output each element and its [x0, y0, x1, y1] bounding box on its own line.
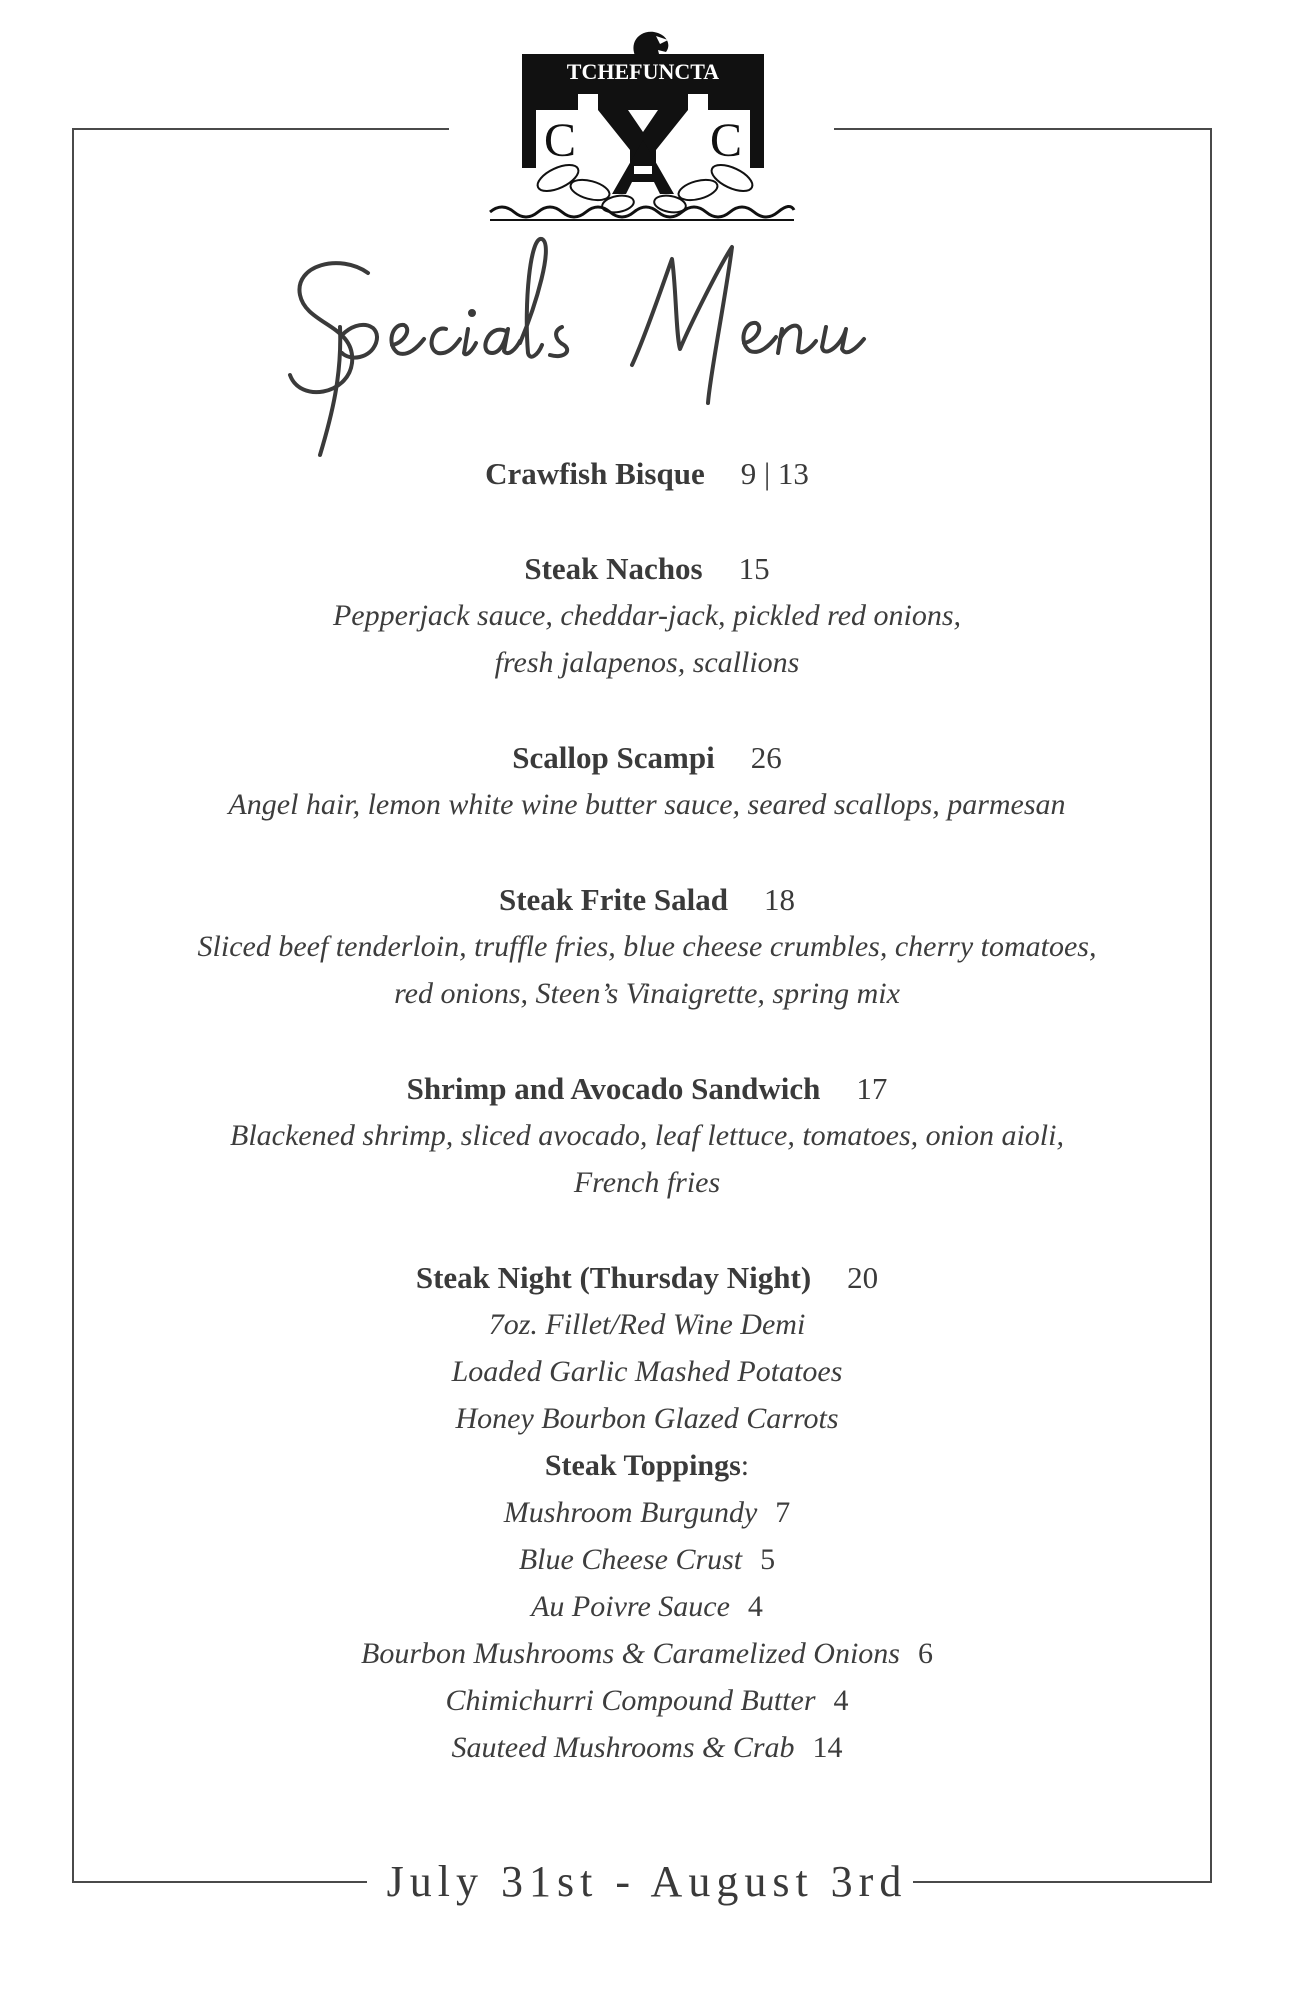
- menu-item-description-line: 7oz. Fillet/Red Wine Demi: [488, 1308, 806, 1341]
- menu-item-description-line: fresh jalapenos, scallions: [494, 646, 800, 679]
- topping-price: 7: [775, 1496, 791, 1529]
- svg-text:C: C: [709, 114, 743, 167]
- topping-price: 5: [760, 1543, 776, 1576]
- menu-item-price: 17: [856, 1071, 888, 1106]
- topping-name: Chimichurri Compound Butter: [445, 1684, 816, 1717]
- menu-item-description-line: Angel hair, lemon white wine butter sauce, seared scallops, parmesan: [228, 788, 1066, 821]
- topping-item: [100, 1677, 1194, 1724]
- topping-item: [100, 1724, 1194, 1771]
- menu-item-description-line: Pepperjack sauce, cheddar-jack, pickled red onions,: [332, 599, 962, 632]
- topping-name: Mushroom Burgundy: [503, 1496, 758, 1529]
- menu-item-description-line: red onions, Steen’s Vinaigrette, spring mix: [394, 977, 900, 1010]
- topping-item: [100, 1536, 1194, 1583]
- menu-item-description-line: Sliced beef tenderloin, truffle fries, blue cheese crumbles, cherry tomatoes,: [197, 930, 1097, 963]
- footer-date: July 31st - August 3rd: [386, 1857, 908, 1906]
- menu-item-description-line: Honey Bourbon Glazed Carrots: [455, 1402, 839, 1435]
- menu-item-name: Steak Nachos: [524, 551, 703, 586]
- menu-item-price: 26: [750, 740, 782, 775]
- menu-item-steak-frite-salad: [100, 876, 1194, 1017]
- frame-top-left-line: [72, 128, 449, 130]
- frame-left-line: [72, 128, 74, 1883]
- menu-item-steak-night: [100, 1254, 1194, 1771]
- menu-item-heading: [100, 450, 1194, 497]
- topping-price: 4: [833, 1684, 849, 1717]
- topping-item: [100, 1583, 1194, 1630]
- menu-item-description-line: Blackened shrimp, sliced avocado, leaf lettuce, tomatoes, onion aioli,: [230, 1119, 1064, 1152]
- topping-name: Sauteed Mushrooms & Crab: [451, 1731, 795, 1764]
- menu-item-name: Crawfish Bisque: [485, 456, 705, 491]
- svg-text:TCHEFUNCTA: TCHEFUNCTA: [566, 59, 720, 84]
- frame-right-line: [1210, 128, 1212, 1883]
- topping-name: Bourbon Mushrooms & Caramelized Onions: [361, 1637, 900, 1670]
- menu-item-price: 15: [738, 551, 770, 586]
- topping-price: 4: [747, 1590, 763, 1623]
- menu-item-description-line: Loaded Garlic Mashed Potatoes: [451, 1355, 843, 1388]
- menu-item-price: 9 | 13: [740, 456, 809, 491]
- steak-toppings-colon: :: [740, 1449, 750, 1482]
- topping-name: Au Poivre Sauce: [531, 1590, 730, 1623]
- menu-item-shrimp-avocado-sandwich: [100, 1065, 1194, 1206]
- topping-price: 6: [917, 1637, 933, 1670]
- menu-item-heading: [100, 1254, 1194, 1301]
- menu-item-name: Scallop Scampi: [512, 740, 715, 775]
- menu-item-scallop-scampi: [100, 734, 1194, 828]
- menu-item-heading: [100, 734, 1194, 781]
- frame-top-right-line: [834, 128, 1212, 130]
- menu-item-steak-nachos: [100, 545, 1194, 686]
- menu-item-price: 18: [764, 882, 796, 917]
- menu-item-heading: [100, 545, 1194, 592]
- menu-item-description-line: French fries: [573, 1166, 721, 1199]
- menu-item-name: Shrimp and Avocado Sandwich: [406, 1071, 821, 1106]
- menu-item-name: Steak Night (Thursday Night): [415, 1260, 812, 1295]
- topping-price: 14: [812, 1731, 843, 1764]
- menu-item-price: 20: [847, 1260, 879, 1295]
- menu-item-name: Steak Frite Salad: [498, 882, 729, 917]
- topping-item: [100, 1489, 1194, 1536]
- menu-list: [100, 450, 1194, 1771]
- menu-item-heading: [100, 1065, 1194, 1112]
- steak-toppings-label: Steak Toppings: [544, 1449, 741, 1482]
- topping-item: [100, 1630, 1194, 1677]
- topping-name: Blue Cheese Crust: [518, 1543, 743, 1576]
- svg-text:C: C: [543, 114, 577, 167]
- steak-toppings-heading: [100, 1442, 1194, 1489]
- menu-item-heading: [100, 876, 1194, 923]
- menu-item-crawfish-bisque: [100, 450, 1194, 497]
- restaurant-logo: [488, 28, 796, 222]
- specials-menu-title: [280, 225, 1020, 460]
